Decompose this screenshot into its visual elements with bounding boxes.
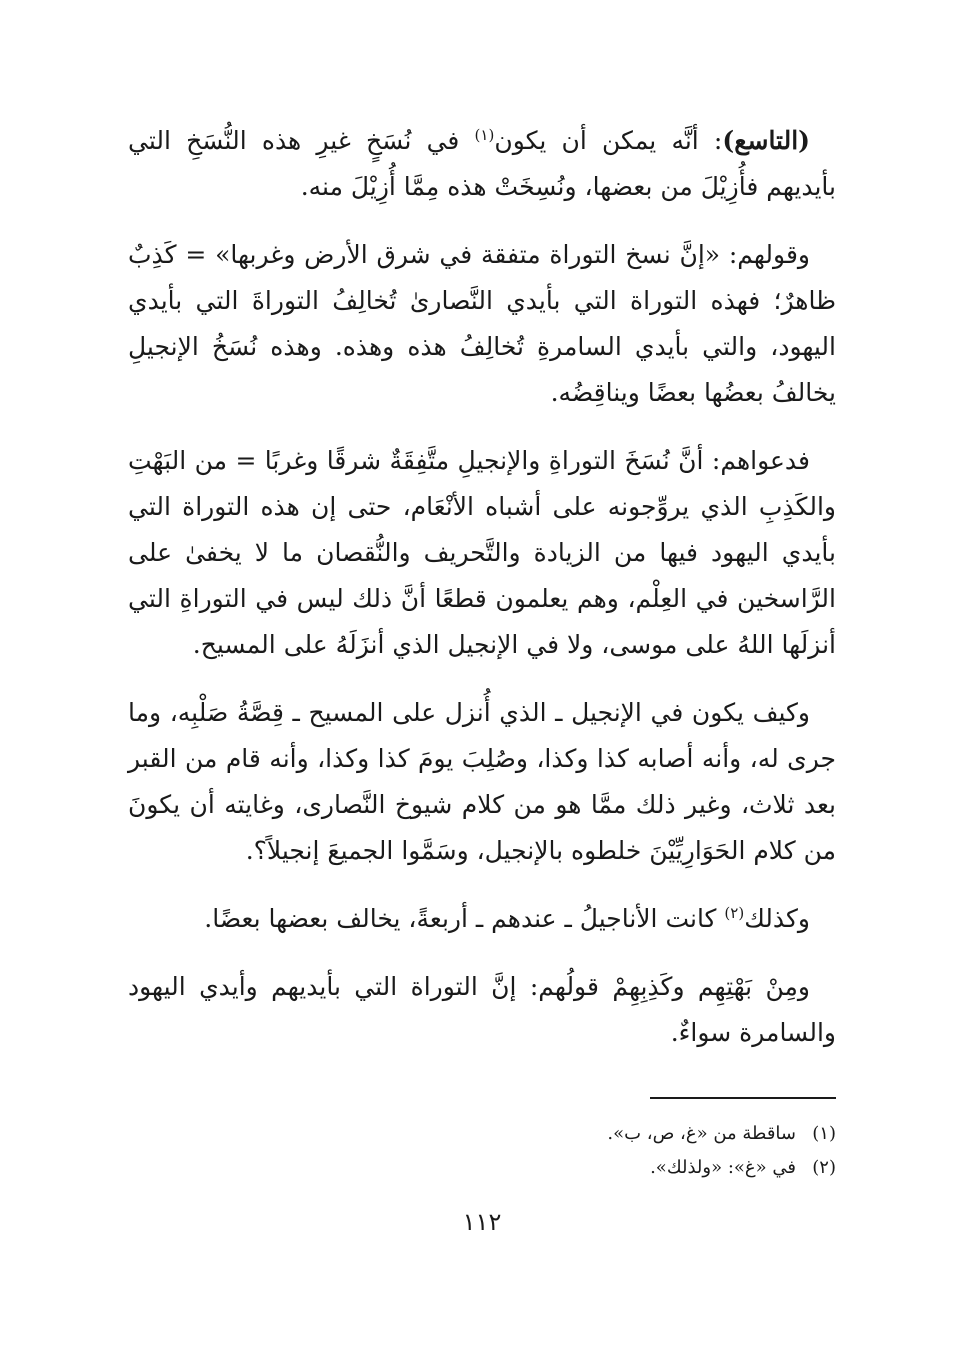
main-text: [128, 118, 836, 1078]
paragraph-text: ومِنْ بَهْتِهِم وكَذِبِهِمْ قولُهم: إنَّ التوراة التي بأيديهم وأيدي اليهود والسامرة سواءٌ.: [128, 972, 836, 1047]
footnotes: [128, 1117, 836, 1185]
paragraph-text: : أنَّه يمكن أن يكون: [494, 126, 723, 155]
footnote-marker: (١): [474, 126, 495, 144]
footnote-divider: [650, 1097, 836, 1099]
paragraph: [128, 964, 836, 1056]
footnote-number: (٢): [812, 1157, 836, 1178]
paragraph: [128, 118, 836, 210]
paragraph: [128, 232, 836, 416]
paragraph-text: وقولهم: «إنَّ نسخ التوراة متفقة في شرق الأرض وغربها» = كَذِبٌ ظاهرٌ؛ فهذه التوراة التي بأيدي النَّصارىٰ تُخالِفُ التوراةَ التي بأيدي اليهود، والتي بأيدي السامرةِ تُخالِفُ هذه وهذه. وهذه نُسَخُ الإنجيلِ يخالفُ بعضُها بعضًا ويناقِضُه.: [128, 240, 836, 407]
paragraph: [128, 690, 836, 874]
footnote: [128, 1117, 836, 1151]
section-heading: (التاسع): [722, 126, 810, 155]
paragraph-text: وكذلك: [744, 904, 810, 933]
paragraph: [128, 438, 836, 668]
paragraph-text: وكيف يكون في الإنجيل ـ الذي أُنزل على المسيح ـ قِصَّةُ صَلْبِه، وما جرى له، وأنه أصابه كذا وكذا، وصُلِبَ يومَ كذا وكذا، وأنه قام من القبر بعد ثلاث، وغير ذلك ممَّا هو من كلام شيوخ النَّصارى، وغايته أن يكونَ من كلام الحَوَارِيِّيْنَ خلطوه بالإنجيل، وسَمَّوا الجميعَ إنجيلاً؟.: [128, 698, 836, 865]
footnote-marker: (٢): [724, 904, 745, 922]
footnote: [128, 1151, 836, 1185]
footnote-number: (١): [812, 1123, 836, 1144]
paragraph-text: كانت الأناجيلُ ـ عندهم ـ أربعةً، يخالف بعضها بعضًا.: [204, 904, 725, 933]
paragraph-text: فدعواهم: أنَّ نُسَخَ التوراةِ والإنجيلِ متَّفِقَةٌ شرقًا وغربًا = من البَهْتِ والكَذِبِ الذي يروِّجونه على أشباه الأنْعَام، حتى إن هذه التوراة التي بأيدي اليهود فيها من الزيادة والتَّحريف والنُّقصان ما لا يخفىٰ على الرَّاسخين في العِلْم، وهم يعلمون قطعًا أنَّ ذلك ليس في التوراةِ التي أنزلَها اللهُ على موسى، ولا في الإنجيل الذي أنزَلَهُ على المسيح.: [128, 446, 836, 659]
footnote-text: ساقطة من «غ، ص، ب».: [607, 1123, 796, 1144]
paragraph: [128, 896, 836, 942]
footnote-text: في «غ»: «ولذلك».: [650, 1157, 796, 1178]
paragraph-text: في نُسَخٍ غيرِ هذه النُّسَخِ التي بأيديهم فأُزِيْلَ من بعضها، ونُسِخَتْ هذه مِمَّا أُزِيْلَ منه.: [128, 126, 836, 201]
page-number: ١١٢: [462, 1208, 502, 1236]
